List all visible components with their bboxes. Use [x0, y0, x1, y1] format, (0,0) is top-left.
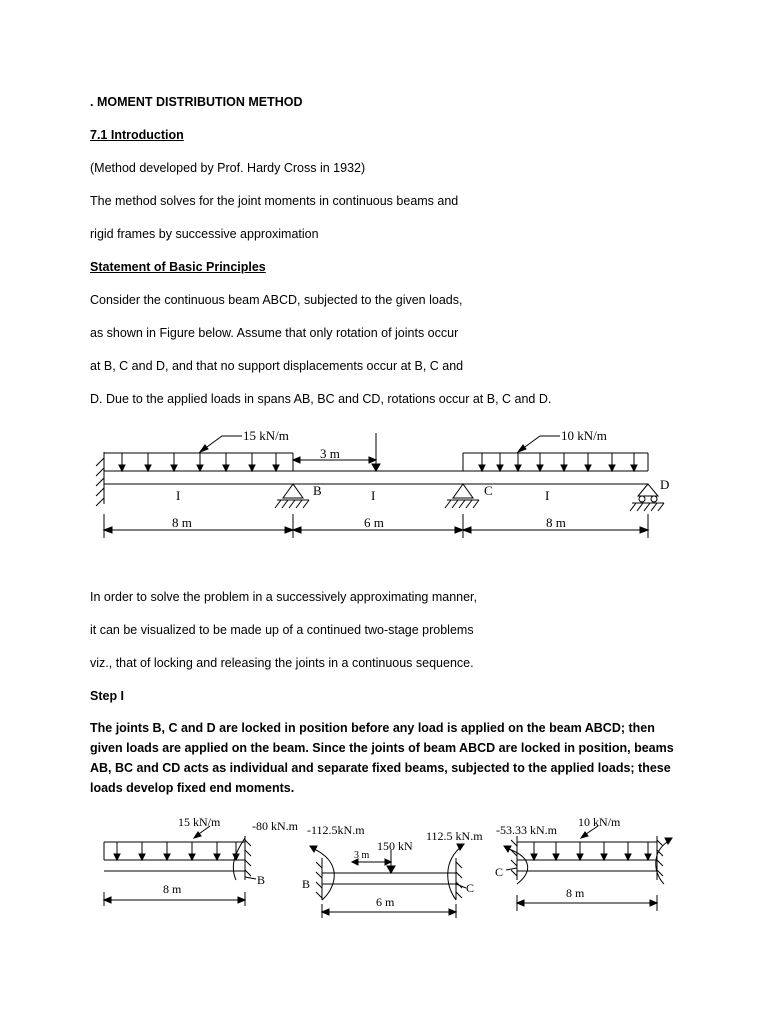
support-label-c: C	[484, 483, 493, 498]
solve-line: viz., that of locking and releasing the joints in a continuous sequence.	[90, 656, 474, 670]
section-title: 7.1 Introduction	[90, 128, 184, 142]
fem-bc-moment-b: -112.5kN.m	[307, 823, 365, 837]
step-paragraph: The joints B, C and D are locked in position before any load is applied on the beam ABCD; then given loads are applied on the beam. Since the joints of beam ABCD are locked in position, beams AB, BC and CD acts as individual and separate fixed beams, subjected to the applied loads; these loads develop fixed end moments.	[90, 721, 674, 795]
fem-bc-moment-c: 112.5 kN.m	[426, 829, 483, 843]
fixed-beams-figure	[0, 810, 768, 920]
load-label-ab: 15 kN/m	[243, 428, 289, 443]
fem-bc-label-b: B	[302, 877, 311, 891]
fem-cd-span: 8 m	[566, 886, 585, 900]
solve-line: In order to solve the problem in a successively approximating manner,	[90, 590, 477, 604]
fem-ab-label-b: B	[257, 873, 266, 887]
intro-line-developed: (Method developed by Prof. Hardy Cross in 1932)	[90, 161, 366, 175]
continuous-beam-figure	[0, 420, 768, 550]
fem-ab-load: 15 kN/m	[178, 815, 221, 829]
inertia-label-bc: I	[371, 488, 376, 503]
principles-line: at B, C and D, and that no support displacements occur at B, C and	[90, 359, 464, 373]
step-title: Step I	[90, 689, 125, 703]
support-label-d: D	[660, 477, 670, 492]
intro-line-solves-1: The method solves for the joint moments in continuous beams and	[90, 194, 459, 208]
chapter-heading: . MOMENT DISTRIBUTION METHOD	[90, 95, 303, 109]
fem-ab-moment-b: -80 kN.m	[252, 819, 298, 833]
fem-cd-moment-c: -53.33 kN.m	[496, 823, 557, 837]
principles-line: as shown in Figure below. Assume that only rotation of joints occur	[90, 326, 459, 340]
point-load-distance: 3 m	[320, 446, 340, 461]
span-length-cd: 8 m	[546, 515, 566, 530]
fem-ab-span: 8 m	[163, 882, 182, 896]
inertia-label-ab: I	[176, 488, 181, 503]
span-length-bc: 6 m	[364, 515, 384, 530]
fem-bc-span: 6 m	[376, 895, 395, 909]
fem-cd-load: 10 kN/m	[578, 815, 621, 829]
principles-line: D. Due to the applied loads in spans AB, BC and CD, rotations occur at B, C and D.	[90, 392, 552, 406]
fem-bc-distance: 3 m	[354, 850, 370, 861]
fem-bc-point-load: 150 kN	[377, 839, 413, 853]
support-label-b: B	[313, 483, 322, 498]
principles-line: Consider the continuous beam ABCD, subjected to the given loads,	[90, 293, 463, 307]
fem-bc-label-c: C	[466, 881, 475, 895]
load-label-cd: 10 kN/m	[561, 428, 607, 443]
inertia-label-cd: I	[545, 488, 550, 503]
solve-line: it can be visualized to be made up of a continued two-stage problems	[90, 623, 474, 637]
span-length-ab: 8 m	[172, 515, 192, 530]
fem-cd-label-c: C	[495, 865, 504, 879]
intro-line-solves-2: rigid frames by successive approximation	[90, 227, 319, 241]
basic-principles-title: Statement of Basic Principles	[90, 260, 266, 274]
